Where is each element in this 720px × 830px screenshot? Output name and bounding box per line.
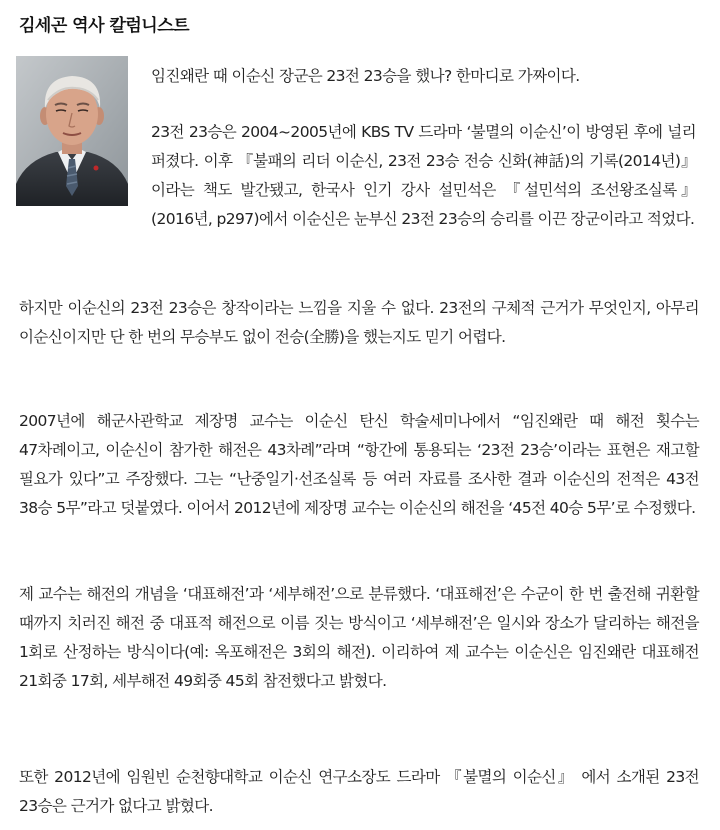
paragraph-jejangmyeong-2007: 2007년에 해군사관학교 제장명 교수는 이순신 탄신 학술세미나에서 “임진왜란 때 해전 횟수는 47차례이고, 이순신이 참가한 해전은 43차례”라며 “항간에 통용되는 ‘23전 23승’이라는 표현은 재고할 필요가 있다”고 주장했다. 그는 “난중일기·선조실록 등 여러 자료를 조사한 결과 이순신의 전적은 43전 38승 5무”라고 덧붙였다. 이어서 2012년에 제장명 교수는 이순신의 해전을 ‘45전 40승 5무’로 수정했다. (19, 412, 699, 517)
column-title: 김세곤 역사 칼럼니스트 (19, 16, 190, 36)
author-portrait-icon (16, 56, 128, 206)
paragraph-battle-classification: 제 교수는 해전의 개념을 ‘대표해전’과 ‘세부해전’으로 분류했다. ‘대표해전’은 수군이 한 번 출전해 귀환할 때까지 치러진 해전 중 대표적 해전으로 이름 짓는 방식이고 ‘세부해전’은 일시와 장소가 달리하는 해전을 1회로 산정하는 방식이다(예: 옥포해전은 3회의 해전). 이리하여 제 교수는 이순신은 임진왜란 대표해전 21회중 17회, 세부해전 49회중 45회 참전했다고 밝혔다. (19, 585, 699, 690)
paragraph-intro: 임진왜란 때 이순신 장군은 23전 23승을 했나? 한마디로 가짜이다. (151, 67, 580, 85)
paragraph-doubt: 하지만 이순신의 23전 23승은 창작이라는 느낌을 지울 수 없다. 23전의 구체적 근거가 무엇인지, 아무리 이순신이지만 단 한 번의 무승부도 없이 전승(全勝)을 했는지도 믿기 어렵다. (19, 299, 699, 346)
paragraph-drama-origin: 23전 23승은 2004~2005년에 KBS TV 드라마 ‘불멸의 이순신’이 방영된 후에 널리 퍼졌다. 이후 『불패의 리더 이순신, 23전 23승 전승 신화(神話)의 기록(2014년)』이라는 책도 발간됐고, 한국사 인기 강사 설민석은 『설민석의 조선왕조실록』(2016년, p297)에서 이순신은 눈부신 23전 23승의 승리를 이끈 장군이라고 적었다. (151, 123, 696, 228)
author-photo (16, 56, 128, 206)
paragraph-imwonbin-2012: 또한 2012년에 임원빈 순천향대학교 이순신 연구소장도 드라마 『불멸의 이순신』 에서 소개된 23전 23승은 근거가 없다고 밝혔다. (19, 768, 699, 815)
